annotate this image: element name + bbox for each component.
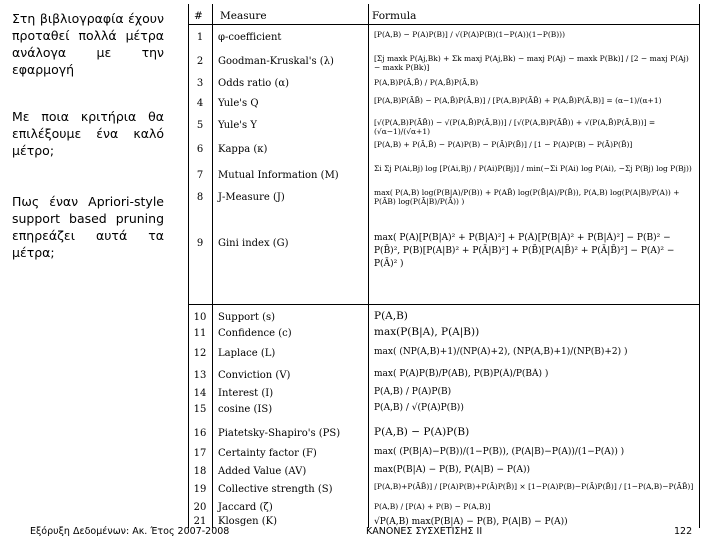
- row-formula: [P(A,B) − P(A)P(B)] / √(P(A)P(B)(1−P(A))(1−P(B))): [374, 30, 566, 39]
- row-formula: max(P(B|A) − P(B), P(A|B) − P(A)): [374, 465, 530, 475]
- row-formula: P(A,B) / [P(A) + P(B) − P(A,B)]: [374, 502, 491, 511]
- row-num: 12: [193, 348, 207, 359]
- row-formula: P(A,B)P(Ā,B̄) / P(A,B̄)P(Ā,B): [374, 78, 479, 87]
- row-formula: max(P(B|A), P(A|B)): [374, 326, 480, 338]
- left-column: [12, 10, 164, 281]
- row-measure: Yule's Y: [218, 120, 257, 131]
- row-measure: Added Value (AV): [218, 466, 307, 477]
- row-num: 7: [196, 170, 204, 181]
- row-num: 11: [193, 328, 207, 339]
- row-num: 5: [196, 120, 204, 131]
- row-measure: φ-coefficient: [218, 32, 282, 43]
- table-border: [699, 4, 700, 528]
- footer-course: Εξόρυξη Δεδομένων: Ακ. Έτος 2007-2008: [30, 526, 230, 537]
- row-formula: [P(A,B)+P(ĀB̄)] / [P(A)P(B)+P(Ā)P(B̄)] × [1−P(A)P(B)−P(Ā)P(B̄)] / [1−P(A,B)−P(ĀB̄)]: [374, 482, 694, 491]
- row-measure: Piatetsky-Shapiro's (PS): [218, 428, 341, 439]
- text-paragraph-1: Στη βιβλιογραφία έχουν προταθεί πολλά μέτρα ανάλογα με την εφαρμογή: [12, 11, 164, 77]
- row-num: 10: [193, 312, 207, 323]
- row-num: 15: [193, 404, 207, 415]
- row-measure: Conviction (V): [218, 370, 291, 381]
- header-measure: Measure: [220, 10, 267, 22]
- row-formula: max( P(A,B) log(P(B|A)/P(B)) + P(AB̄) log(P(B̄|A)/P(B̄)), P(A,B) log(P(A|B)/P(A)) + P(ĀB) log(P(Ā|B)/P(Ā)) ): [374, 188, 680, 206]
- header-formula: Formula: [372, 10, 417, 22]
- row-num: 8: [196, 192, 204, 203]
- row-num: 18: [193, 466, 207, 477]
- row-num: 6: [196, 144, 204, 155]
- row-num: 2: [196, 56, 204, 67]
- row-num: 21: [193, 516, 207, 527]
- measures-table: [188, 4, 700, 528]
- row-measure: J-Measure (J): [218, 192, 285, 203]
- text-paragraph-2: Με ποια κριτήρια θα επιλέξουμε ένα καλό μέτρο;: [12, 109, 164, 158]
- row-formula: max( P(A)[P(B|A)² + P(B̄|A)²] + P(Ā)[P(B|Ā)² + P(B̄|Ā)²] − P(B)² − P(B̄)², P(B)[P(A|B)² + P(Ā|B)²] + P(B̄)[P(A|B̄)² + P(Ā|B̄)²] − P(A)² − P(Ā)² ): [374, 233, 675, 269]
- row-formula: [P(A,B) + P(Ā,B̄) − P(A)P(B) − P(Ā)P(B̄)] / [1 − P(A)P(B) − P(Ā)P(B̄)]: [374, 140, 633, 149]
- row-formula: max( (NP(A,B)+1)/(NP(A)+2), (NP(A,B)+1)/(NP(B)+2) ): [374, 347, 628, 357]
- row-measure: Yule's Q: [218, 98, 259, 109]
- row-num: 20: [193, 502, 207, 513]
- row-measure: cosine (IS): [218, 404, 273, 415]
- row-measure: Klosgen (K): [218, 516, 278, 527]
- row-formula: P(A,B) / P(A)P(B): [374, 387, 452, 397]
- row-measure: Certainty factor (F): [218, 448, 317, 459]
- column-divider: [368, 4, 369, 528]
- row-measure: Kappa (κ): [218, 144, 268, 155]
- row-formula: P(A,B): [374, 310, 408, 322]
- row-num: 13: [193, 370, 207, 381]
- header-divider: [188, 24, 700, 25]
- row-num: 14: [193, 388, 207, 399]
- row-num: 3: [196, 78, 204, 89]
- row-measure: Confidence (c): [218, 328, 292, 339]
- row-formula: [Σj maxk P(Aj,Bk) + Σk maxj P(Aj,Bk) − maxj P(Aj) − maxk P(Bk)] / [2 − maxj P(Aj) − maxk P(Bk)]: [374, 54, 689, 72]
- row-num: 4: [196, 98, 204, 109]
- row-measure: Odds ratio (α): [218, 78, 290, 89]
- row-measure: Goodman-Kruskal's (λ): [218, 56, 334, 67]
- row-formula: P(A,B) / √(P(A)P(B)): [374, 403, 464, 413]
- row-formula: max( (P(B|A)−P(B))/(1−P(B)), (P(A|B)−P(A))/(1−P(A)) ): [374, 447, 625, 457]
- header-num: #: [194, 10, 203, 22]
- row-measure: Jaccard (ζ): [218, 502, 273, 513]
- row-formula: [√(P(A,B)P(ĀB̄)) − √(P(A,B̄)P(Ā,B))] / [√(P(A,B)P(ĀB̄)) + √(P(A,B̄)P(Ā,B))] = (√α−1)/(√α+1): [374, 118, 656, 136]
- text-paragraph-3: Πως έναν Apriori-style support based pruning επηρεάζει αυτά τα μέτρα;: [12, 194, 164, 260]
- row-formula: max( P(A)P(B̄)/P(AB̄), P(B)P(Ā)/P(BĀ) ): [374, 369, 549, 379]
- row-measure: Interest (I): [218, 388, 274, 399]
- row-num: 17: [193, 448, 207, 459]
- row-num: 1: [196, 32, 204, 43]
- row-formula: [P(A,B)P(ĀB̄) − P(A,B̄)P(Ā,B)] / [P(A,B)P(ĀB̄) + P(A,B̄)P(Ā,B)] = (α−1)/(α+1): [374, 96, 662, 105]
- row-measure: Collective strength (S): [218, 484, 333, 495]
- row-num: 9: [196, 238, 204, 249]
- footer-title: ΚΑΝΟΝΕΣ ΣΥΣΧΕΤΙΣΗΣ II: [366, 526, 483, 537]
- row-measure: Gini index (G): [218, 238, 289, 249]
- row-num: 16: [193, 428, 207, 439]
- row-measure: Laplace (L): [218, 348, 276, 359]
- row-measure: Support (s): [218, 312, 276, 323]
- page-number: 122: [674, 526, 693, 537]
- row-measure: Mutual Information (M): [218, 170, 339, 181]
- row-num: 19: [193, 484, 207, 495]
- column-divider: [212, 4, 213, 528]
- row-formula: P(A,B) − P(A)P(B): [374, 426, 470, 438]
- row-formula: √P(A,B) max(P(B|A) − P(B), P(A|B) − P(A)): [374, 517, 568, 527]
- group-divider: [188, 304, 700, 305]
- row-formula: Σi Σj P(Ai,Bj) log [P(Ai,Bj) / P(Ai)P(Bj)] / min(−Σi P(Ai) log P(Ai), −Σj P(Bj) log P(Bj)): [374, 164, 692, 173]
